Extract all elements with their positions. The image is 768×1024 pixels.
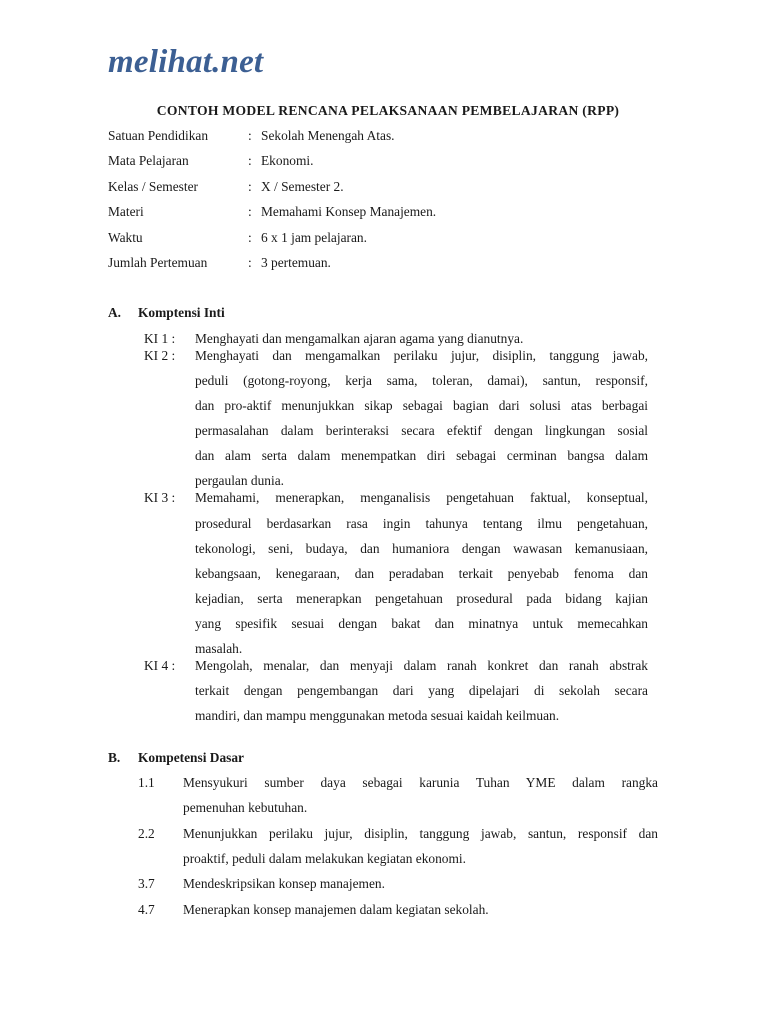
- kd-number: 4.7: [138, 902, 155, 917]
- ki-text-line: tekonologi, seni, budaya, dan humaniora dengan wawasan kemanusiaan,: [195, 541, 648, 556]
- kd-text-line: proaktif, peduli dalam melakukan kegiatan ekonomi.: [183, 851, 466, 866]
- identity-colon: :: [248, 153, 252, 168]
- document-title: CONTOH MODEL RENCANA PELAKSANAAN PEMBELAJARAN (RPP): [156, 103, 620, 118]
- identity-value: Sekolah Menengah Atas.: [261, 128, 395, 143]
- ki-text-line: kejadian, serta menerapkan pengetahuan prosedural pada bidang kajian: [195, 591, 648, 606]
- section-letter: A.: [108, 305, 122, 320]
- ki-text-line: Menghayati dan mengamalkan ajaran agama yang dianutnya.: [195, 331, 524, 346]
- ki-text-line: kebangsaan, kenegaraan, dan peradaban terkait penyebab fenoma dan: [195, 566, 648, 581]
- identity-label: Mata Pelajaran: [108, 153, 189, 168]
- kd-text-line: Mensyukuri sumber daya sebagai karunia Tuhan YME dalam rangka: [183, 775, 658, 790]
- section-letter: B.: [108, 750, 121, 765]
- identity-colon: :: [248, 204, 252, 219]
- kd-number: 3.7: [138, 876, 155, 891]
- ki-text-line: terkait dengan pengembangan dari yang dipelajari di sekolah secara: [195, 683, 648, 698]
- kd-text-line: Menerapkan konsep manajemen dalam kegiatan sekolah.: [183, 902, 489, 917]
- identity-value: X / Semester 2.: [261, 179, 344, 194]
- identity-colon: :: [248, 128, 252, 143]
- ki-text-line: pergaulan dunia.: [195, 473, 284, 488]
- site-logo[interactable]: melihat.net: [108, 44, 264, 80]
- ki-text-line: dan alam serta dalam menempatkan diri sebagai cerminan bangsa dalam: [195, 448, 648, 463]
- ki-text-line: Mengolah, menalar, dan menyaji dalam ranah konkret dan ranah abstrak: [195, 658, 648, 673]
- identity-label: Materi: [108, 204, 144, 219]
- identity-label: Jumlah Pertemuan: [108, 255, 208, 270]
- kd-number: 1.1: [138, 775, 155, 790]
- ki-text-line: prosedural berdasarkan rasa ingin tahunya tentang ilmu pengetahuan,: [195, 516, 648, 531]
- identity-colon: :: [248, 255, 252, 270]
- kd-number: 2.2: [138, 826, 155, 841]
- ki-label: KI 4 :: [144, 658, 176, 673]
- identity-value: 6 x 1 jam pelajaran.: [261, 230, 367, 245]
- ki-text-line: Memahami, menerapkan, menganalisis pengetahuan faktual, konseptual,: [195, 490, 648, 505]
- identity-label: Waktu: [108, 230, 143, 245]
- ki-label: KI 2 :: [144, 348, 176, 363]
- identity-label: Satuan Pendidikan: [108, 128, 209, 143]
- identity-label: Kelas / Semester: [108, 179, 198, 194]
- identity-colon: :: [248, 179, 252, 194]
- ki-text-line: mandiri, dan mampu menggunakan metoda sesuai kaidah keilmuan.: [195, 708, 560, 723]
- identity-value: Memahami Konsep Manajemen.: [261, 204, 437, 219]
- ki-text-line: permasalahan dalam berinteraksi secara efektif dengan lingkungan sosial: [195, 423, 648, 438]
- ki-text-line: Menghayati dan mengamalkan perilaku jujur, disiplin, tanggung jawab,: [195, 348, 648, 363]
- ki-text-line: peduli (gotong-royong, kerja sama, toleran, damai), santun, responsif,: [195, 373, 648, 388]
- section-title: Komptensi Inti: [138, 305, 225, 320]
- kd-text-line: pemenuhan kebutuhan.: [183, 800, 308, 815]
- ki-text-line: yang spesifik sesuai dengan bakat dan minatnya untuk memecahkan: [195, 616, 648, 631]
- identity-value: Ekonomi.: [261, 153, 314, 168]
- section-title: Kompetensi Dasar: [138, 750, 245, 765]
- kd-text-line: Menunjukkan perilaku jujur, disiplin, tanggung jawab, santun, responsif dan: [183, 826, 658, 841]
- ki-label: KI 1 :: [144, 331, 176, 346]
- ki-text-line: dan pro-aktif menunjukkan sikap sebagai bagian dari solusi atas berbagai: [195, 398, 648, 413]
- ki-label: KI 3 :: [144, 490, 176, 505]
- ki-text-line: masalah.: [195, 641, 243, 656]
- identity-value: 3 pertemuan.: [261, 255, 331, 270]
- kd-text-line: Mendeskripsikan konsep manajemen.: [183, 876, 385, 891]
- identity-colon: :: [248, 230, 252, 245]
